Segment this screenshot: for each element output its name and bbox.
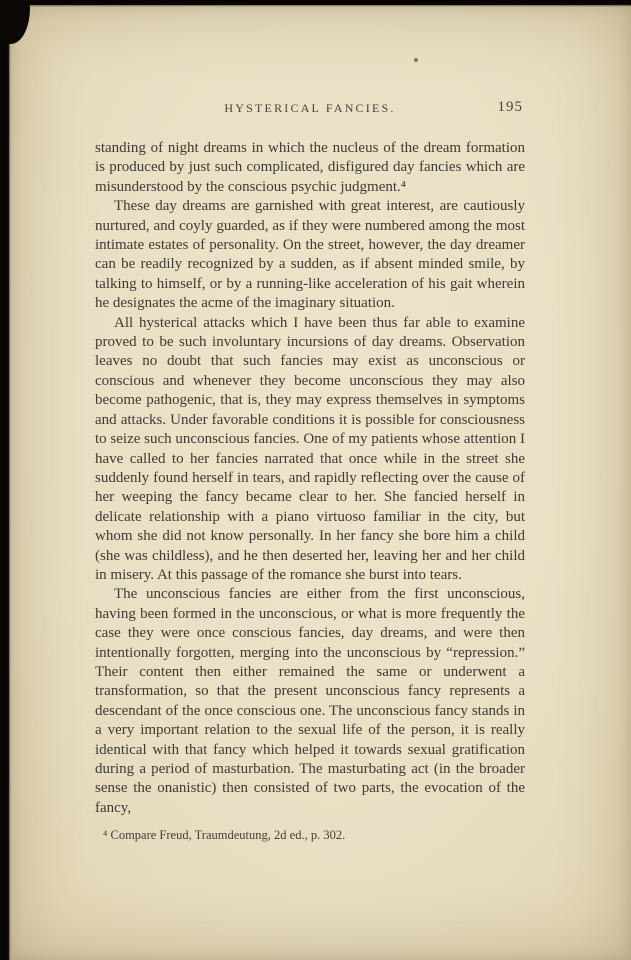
scan-edge-top bbox=[0, 0, 631, 7]
body-paragraph: All hysterical attacks which I have been thus far able to examine proved to be such involuntary incursions of day dreams. Observation leaves no doubt that such fancies may exist as unconscious or conscious and whenever they become unconscious they may also become pathogenic, that is, they may express themselves in symptoms and attacks. Under favorable conditions it is possible for consciousness to seize such unconscious fancies. One of my patients whose attention I have called to her fancies narrated that once while in the street she suddenly found herself in tears, and rapidly reflecting over the cause of her weeping the fancy became clear to her. She fancied herself in delicate relationship with a piano virtuoso familiar in the city, but whom she did not know personally. In her fancy she bore him a child (she was childless), and he then deserted her, leaving her and her child in misery. At this passage of the romance she burst into tears. bbox=[95, 314, 525, 583]
running-head bbox=[95, 101, 525, 123]
page-content bbox=[95, 101, 525, 843]
body-paragraph: These day dreams are garnished with great interest, are cautiously nurtured, and coyly guarded, as if they were numbered among the most intimate estates of personality. On the street, however, the day dreamer can be readily recognized by a sudden, as if absent minded smile, by talking to himself, or by a running-like acceleration of his gait wherein he designates the acme of the imaginary situation. bbox=[95, 198, 525, 312]
body-paragraph: standing of night dreams in which the nucleus of the dream formation is produced by just such complicated, disfigured day fancies which are misunderstood by the conscious psychic judgment.⁴ bbox=[95, 140, 525, 195]
scan-edge-left bbox=[0, 0, 11, 960]
body-text bbox=[95, 139, 525, 818]
body-paragraph: The unconscious fancies are either from the first unconscious, having been formed in the unconscious, or what is more frequently the case they were once conscious fancies, day dreams, and were then intentionally forgotten, merging into the unconscious by “repression.” Their content then either remained the same or underwent a transformation, so that the present unconscious fancy represents a descendant of the once conscious one. The unconscious fancy stands in a very important relation to the sexual life of the person, it is really identical with that fancy which helped it towards sexual gratification during a period of masturbation. The masturbating act (in the broader sense the onanistic) then consisted of two parts, the evocation of the fancy, bbox=[95, 586, 525, 816]
footnote: ⁴ Compare Freud, Traumdeutung, 2d ed., p. 302. bbox=[103, 828, 346, 843]
page-header-title: HYSTERICAL FANCIES. bbox=[224, 101, 396, 115]
paper-speck bbox=[414, 58, 418, 62]
page-number: 195 bbox=[497, 99, 523, 115]
paper-page bbox=[9, 5, 631, 960]
